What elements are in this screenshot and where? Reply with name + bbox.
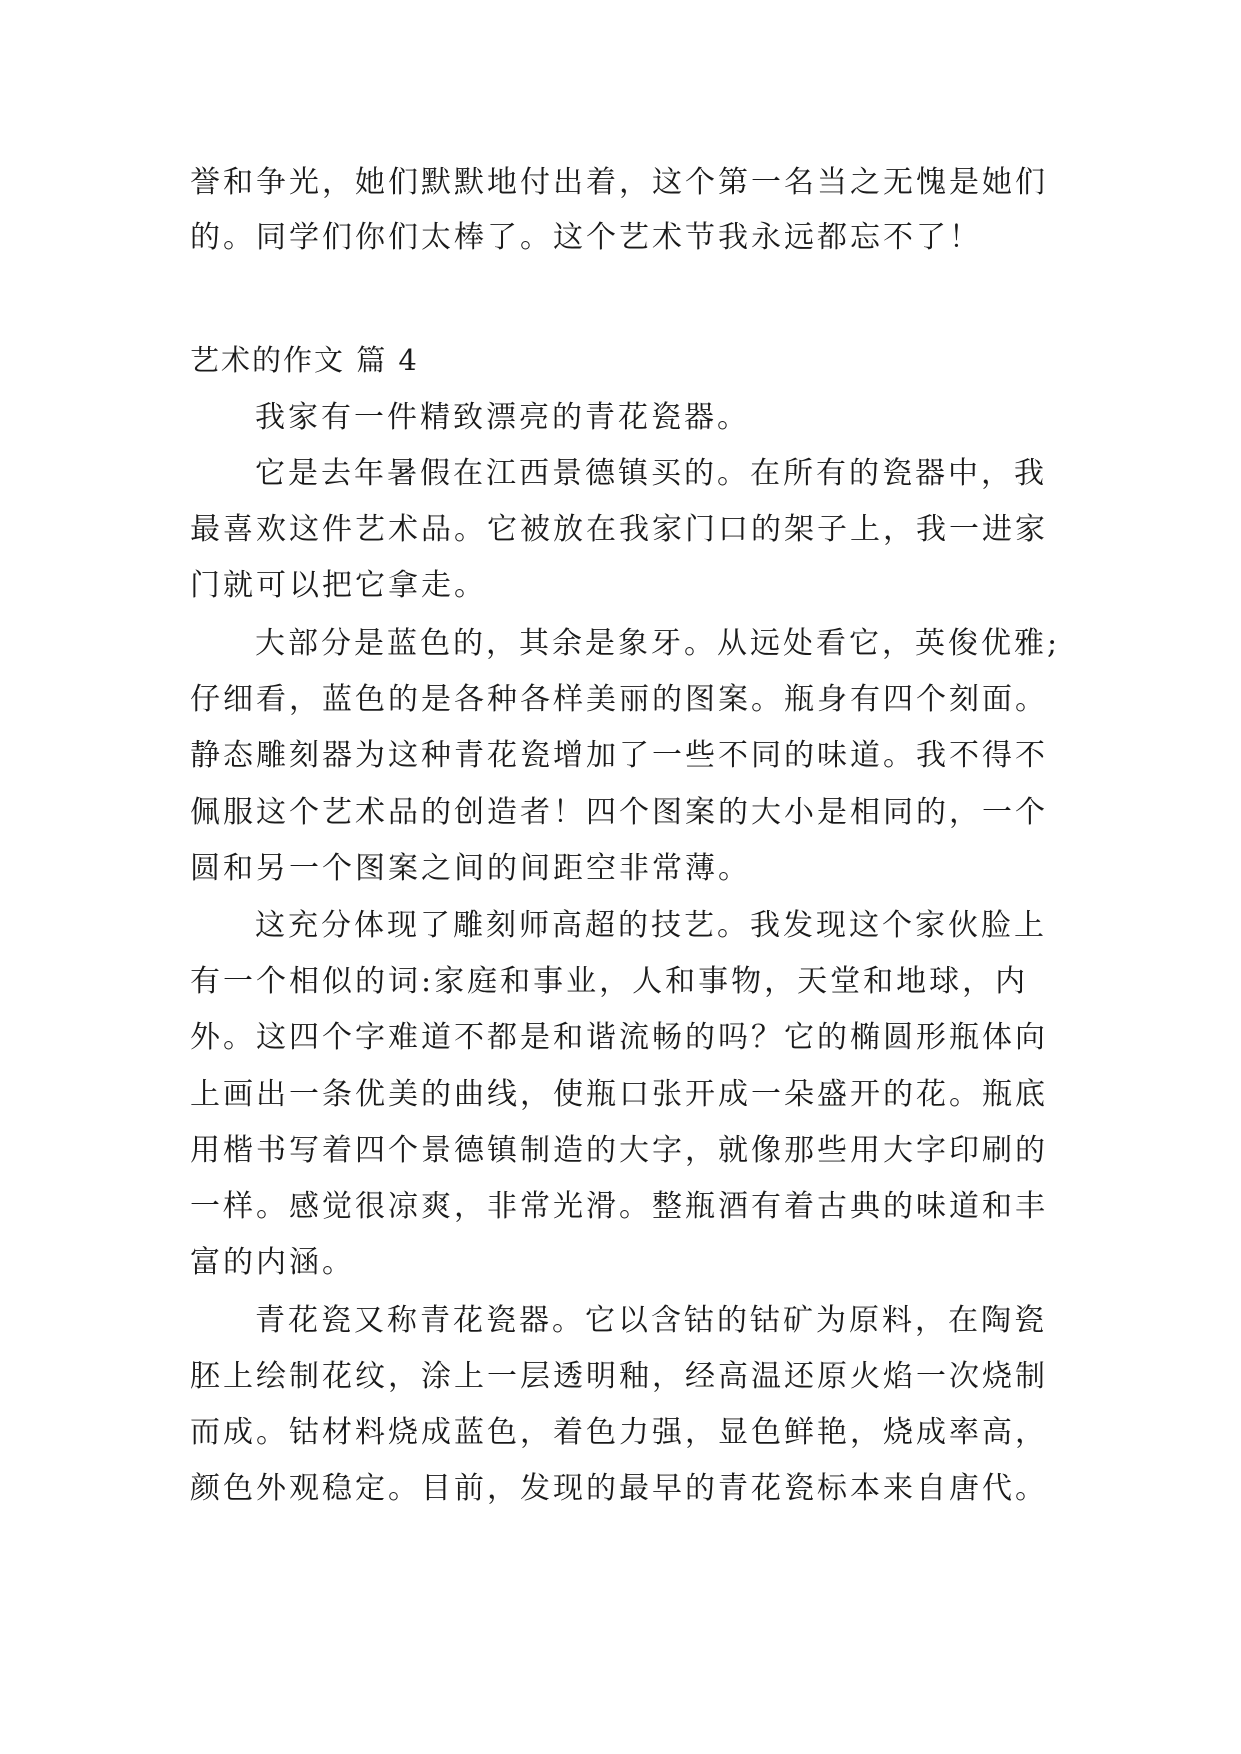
paragraph-line: 颜色外观稳定。目前，发现的最早的青花瓷标本来自唐代。 <box>190 1471 1048 1506</box>
paragraph-line: 静态雕刻器为这种青花瓷增加了一些不同的味道。我不得不 <box>190 738 1048 773</box>
paragraph-line: 有一个相似的词:家庭和事业，人和事物，天堂和地球，内 <box>190 964 1029 999</box>
paragraph-line: 青花瓷又称青花瓷器。它以含钴的钴矿为原料，在陶瓷 <box>255 1303 1047 1338</box>
paragraph-line: 而成。钴材料烧成蓝色，着色力强，显色鲜艳，烧成率高， <box>190 1415 1048 1450</box>
paragraph-line: 仔细看，蓝色的是各种各样美丽的图案。瓶身有四个刻面。 <box>190 682 1048 717</box>
intro-line: 的。同学们你们太棒了。这个艺术节我永远都忘不了！ <box>190 220 982 255</box>
paragraph-line: 我家有一件精致漂亮的青花瓷器。 <box>255 400 750 435</box>
paragraph-line: 佩服这个艺术品的创造者！四个图案的大小是相同的，一个 <box>190 795 1048 830</box>
paragraph-line: 一样。感觉很凉爽，非常光滑。整瓶酒有着古典的味道和丰 <box>190 1189 1048 1224</box>
paragraph-line: 门就可以把它拿走。 <box>190 568 487 603</box>
paragraph-line: 最喜欢这件艺术品。它被放在我家门口的架子上，我一进家 <box>190 512 1048 547</box>
intro-line: 誉和争光，她们默默地付出着，这个第一名当之无愧是她们 <box>190 165 1048 200</box>
paragraph-line: 用楷书写着四个景德镇制造的大字，就像那些用大字印刷的 <box>190 1133 1048 1168</box>
paragraph-line: 外。这四个字难道不都是和谐流畅的吗？它的椭圆形瓶体向 <box>190 1020 1048 1055</box>
paragraph-line: 上画出一条优美的曲线，使瓶口张开成一朵盛开的花。瓶底 <box>190 1077 1048 1112</box>
paragraph-line: 它是去年暑假在江西景德镇买的。在所有的瓷器中，我 <box>255 456 1047 491</box>
paragraph-line: 富的内涵。 <box>190 1245 355 1280</box>
paragraph-line: 圆和另一个图案之间的间距空非常薄。 <box>190 851 751 886</box>
paragraph-line: 大部分是蓝色的，其余是象牙。从远处看它，英俊优雅; <box>255 626 1061 661</box>
paragraph-line: 这充分体现了雕刻师高超的技艺。我发现这个家伙脸上 <box>255 908 1047 943</box>
section-heading: 艺术的作文 篇 4 <box>190 343 419 377</box>
paragraph-line: 胚上绘制花纹，涂上一层透明釉，经高温还原火焰一次烧制 <box>190 1359 1048 1394</box>
